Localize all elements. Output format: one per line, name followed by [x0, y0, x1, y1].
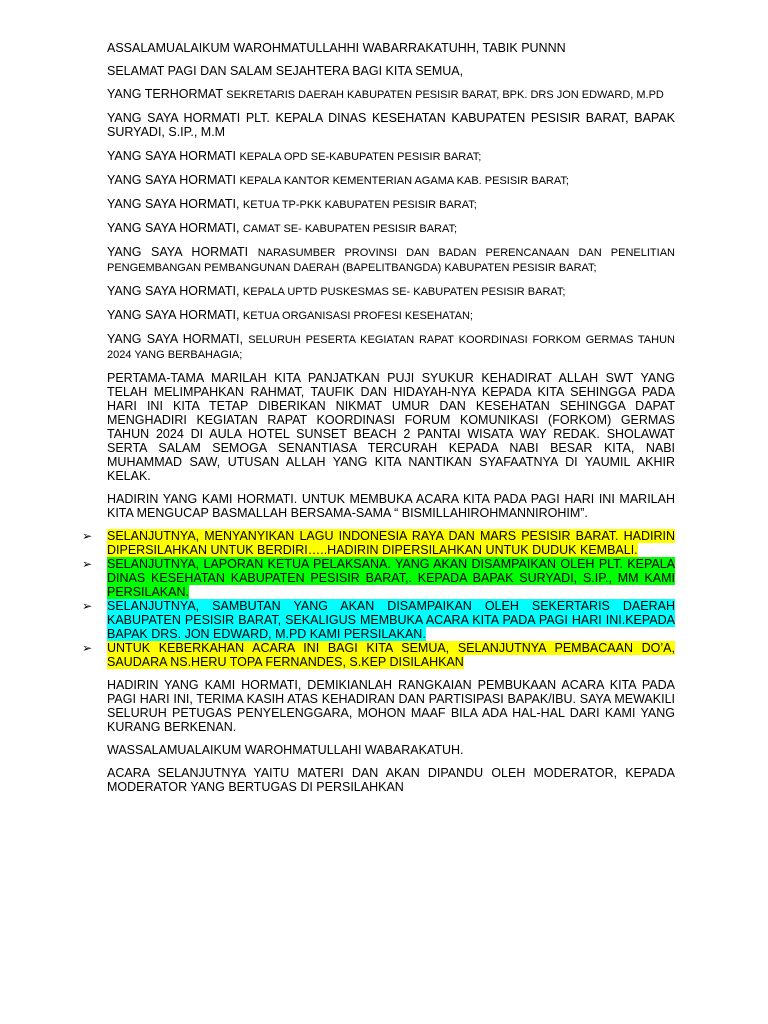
opening-paragraph: PERTAMA-TAMA MARILAH KITA PANJATKAN PUJI SYUKUR KEHADIRAT ALLAH SWT YANG TELAH MELIMPAHKAN RAHMAT, TAUFIK DAN HIDAYAH-NYA KEPADA KITA SEHINGGA PADA HARI INI KITA TETAP DIBERIKAN NIKMAT UMUR DAN KESEHATAN SEHINGGA DAPAT MENGHADIRI KEGIATAN RAPAT KOORDINASI FORUM KOMUNIKASI (FORKOM) GERMAS TAHUN 2024 DI AULA HOTEL SUNSET BEACH 2 PANTAI WISATA WAY REDAK. SHOLAWAT SERTA SALAM SEMOGA SENANTIASA TERCURAH KEPADA NABI BESAR KITA, NABI MUHAMMAD SAW, UTUSAN ALLAH YANG KITA NANTIKAN SYAFAATNYA DI YAUMIL AKHIR KELAK. — [107, 371, 675, 483]
arrow-bullet-icon: ➢ — [82, 557, 93, 571]
salutation-9 — [107, 308, 675, 323]
farewell-line: WASSALAMUALAIKUM WAROHMATULLAHI WABARAKATUH. — [107, 743, 464, 757]
closing-paragraph: HADIRIN YANG KAMI HORMATI, DEMIKIANLAH RANGKAIAN PEMBUKAAN ACARA KITA PADA PAGI HARI INI, TERIMA KASIH ATAS KEHADIRAN DAN PARTISIPASI BAPAK/IBU. SAYA MEWAKILI SELURUH PETUGAS PENYELENGGARA, MOHON MAAF BILA ADA HAL-HAL DARI KAMI YANG KURANG BERKENAN. — [107, 678, 675, 734]
salutation-5 — [107, 197, 675, 212]
salutation-rest: SEKRETARIS DAERAH KABUPATEN PESISIR BARAT, BPK. DRS JON EDWARD, M.PD — [226, 89, 664, 101]
salutation-lead: YANG SAYA HORMATI, — [107, 308, 243, 322]
salutation-rest: KEPALA OPD SE-KABUPATEN PESISIR BARAT; — [239, 151, 482, 163]
salutation-rest: SELURUH PESERTA KEGIATAN RAPAT KOORDINASI FORKOM GERMAS TAHUN 2024 YANG BERBAHAGIA; — [107, 334, 675, 361]
agenda-item-text: SELANJUTNYA, LAPORAN KETUA PELAKSANA. YANG AKAN DISAMPAIKAN OLEH PLT. KEPALA DINAS KESEHATAN KABUPATEN PESISIR BARAT,. KEPADA BAPAK SURYADI, S.IP., MM KAMI PERSILAKAN. — [107, 557, 675, 599]
salutation-lead: YANG SAYA HORMATI — [107, 245, 258, 259]
agenda-item — [82, 557, 675, 599]
moderator-paragraph: ACARA SELANJUTNYA YAITU MATERI DAN AKAN DIPANDU OLEH MODERATOR, KEPADA MODERATOR YANG BERTUGAS DI PERSILAHKAN — [107, 766, 675, 794]
salutation-3 — [107, 149, 675, 164]
agenda-item-text: SELANJUTNYA, MENYANYIKAN LAGU INDONESIA RAYA DAN MARS PESISIR BARAT. HADIRIN DIPERSILAHKAN UNTUK BERDIRI…..HADIRIN DIPERSILAHKAN UNTUK DUDUK KEMBALI. — [107, 529, 675, 557]
salutation-lead: YANG SAYA HORMATI — [107, 173, 240, 187]
salutation-rest: NARASUMBER PROVINSI DAN BADAN PERENCANAAN DAN PENELITIAN PENGEMBANGAN PEMBANGUNAN DAERAH (BAPELITBANGDA) KABUPATEN PESISIR BARAT; — [107, 247, 675, 274]
salutation-lead: YANG TERHORMAT — [107, 87, 227, 101]
salutation-8 — [107, 284, 675, 299]
salutation-2 — [107, 111, 675, 140]
salutation-4 — [107, 173, 675, 188]
agenda-item — [82, 529, 675, 557]
basmallah-paragraph: HADIRIN YANG KAMI HORMATI. UNTUK MEMBUKA ACARA KITA PADA PAGI HARI INI MARILAH KITA MENGUCAP BASMALLAH BERSAMA-SAMA “ BISMILLAHIROHMANNIROHIM”. — [107, 492, 675, 520]
salutation-7 — [107, 245, 675, 275]
salutation-lead: YANG SAYA HORMATI, — [107, 221, 243, 235]
agenda-item-text: UNTUK KEBERKAHAN ACARA INI BAGI KITA SEMUA, SELANJUTNYA PEMBACAAN DO’A, SAUDARA NS.HERU TOPA FERNANDES, S.KEP DISILAHKAN — [107, 641, 675, 669]
arrow-bullet-icon: ➢ — [82, 599, 93, 613]
salutation-rest: KEPALA KANTOR KEMENTERIAN AGAMA KAB. PESISIR BARAT; — [239, 175, 569, 187]
greeting-line-1: ASSALAMUALAIKUM WAROHMATULLAHHI WABARRAKATUHH, TABIK PUNNN — [107, 41, 566, 55]
arrow-bullet-icon: ➢ — [82, 529, 93, 543]
salutation-rest: CAMAT SE- KABUPATEN PESISIR BARAT; — [242, 223, 458, 235]
salutation-1 — [107, 87, 675, 102]
agenda-item-text: SELANJUTNYA, SAMBUTAN YANG AKAN DISAMPAIKAN OLEH SEKERTARIS DAERAH KABUPATEN PESISIR BARAT, SEKALIGUS MEMBUKA ACARA KITA PADA PAGI HARI INI.KEPADA BAPAK DRS. JON EDWARD, M.PD KAMI PERSILAKAN. — [107, 599, 675, 641]
salutation-6 — [107, 221, 675, 236]
salutation-rest: KEPALA UPTD PUSKESMAS SE- KABUPATEN PESISIR BARAT; — [242, 286, 566, 298]
salutation-10 — [107, 332, 675, 362]
greeting-line-2: SELAMAT PAGI DAN SALAM SEJAHTERA BAGI KITA SEMUA, — [107, 64, 464, 78]
salutation-lead: YANG SAYA HORMATI PLT. KEPALA DINAS KESEHATAN KABUPATEN PESISIR BARAT, BAPAK SURYADI, S.IP., M.M — [107, 111, 675, 139]
salutation-lead: YANG SAYA HORMATI, — [107, 332, 249, 346]
agenda-item — [82, 599, 675, 641]
salutation-lead: YANG SAYA HORMATI — [107, 149, 240, 163]
salutation-lead: YANG SAYA HORMATI, — [107, 284, 243, 298]
arrow-bullet-icon: ➢ — [82, 641, 93, 655]
document-page — [82, 41, 675, 803]
agenda-item — [82, 641, 675, 669]
salutation-lead: YANG SAYA HORMATI, — [107, 197, 243, 211]
salutation-rest: KETUA TP-PKK KABUPATEN PESISIR BARAT; — [242, 199, 477, 211]
agenda-list — [82, 529, 675, 669]
salutation-rest: KETUA ORGANISASI PROFESI KESEHATAN; — [242, 310, 473, 322]
